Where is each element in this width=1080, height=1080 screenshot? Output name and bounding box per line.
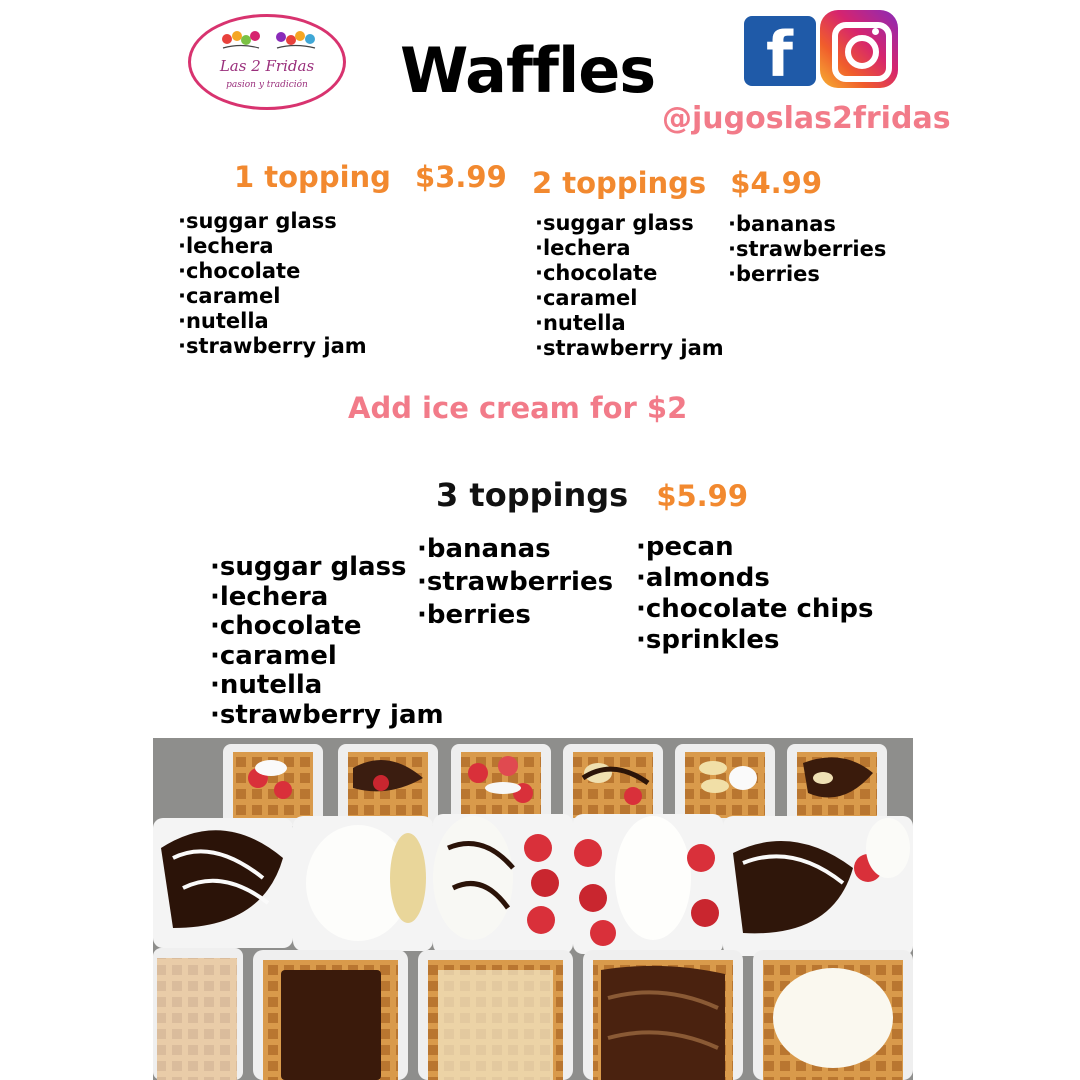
facebook-icon[interactable]: f <box>744 16 816 86</box>
three-toppings-heading <box>436 476 748 514</box>
three-toppings-label: 3 toppings <box>436 476 629 514</box>
three-toppings-price: $5.99 <box>656 479 749 513</box>
list-item: ·caramel <box>210 640 337 671</box>
list-item: ·suggar glass <box>210 552 407 582</box>
list-item: ·caramel <box>535 286 638 310</box>
brand-logo <box>188 14 346 110</box>
logo-tagline: pasion y tradición <box>226 80 308 90</box>
ice-cream-promo: Add ice cream for $2 <box>348 391 688 425</box>
list-item: ·chocolate <box>178 259 301 283</box>
list-item: ·strawberries <box>417 567 614 597</box>
list-item: ·pecan <box>636 532 734 562</box>
flowers-icon <box>219 29 319 51</box>
two-toppings-label: 2 toppings <box>532 166 707 200</box>
list-item: ·caramel <box>178 284 281 308</box>
list-item: ·chocolate <box>535 261 658 285</box>
one-topping-heading <box>234 160 507 194</box>
list-item: ·chocolate chips <box>636 594 874 624</box>
page-title: Waffles <box>400 34 656 107</box>
list-item: ·almonds <box>636 563 770 593</box>
three-toppings-list-2 <box>417 533 613 632</box>
list-item: ·strawberries <box>728 237 887 261</box>
two-toppings-heading <box>532 166 822 200</box>
list-item: ·bananas <box>417 534 551 564</box>
one-topping-price: $3.99 <box>415 160 507 194</box>
instagram-icon[interactable] <box>820 10 898 88</box>
list-item: ·bananas <box>728 212 836 236</box>
one-topping-list <box>178 209 367 359</box>
waffles-photo <box>153 738 913 1080</box>
list-item: ·nutella <box>535 311 626 335</box>
logo-name: Las 2 Fridas <box>219 57 315 75</box>
list-item: ·strawberry jam <box>178 334 367 358</box>
one-topping-label: 1 topping <box>234 160 391 194</box>
list-item: ·strawberry jam <box>535 336 724 360</box>
list-item: ·lechera <box>535 236 631 260</box>
list-item: ·suggar glass <box>535 211 694 235</box>
list-item: ·lechera <box>210 581 329 612</box>
list-item: ·strawberry jam <box>210 699 444 730</box>
list-item: ·lechera <box>178 234 274 258</box>
list-item: ·berries <box>417 600 531 630</box>
two-toppings-list-1 <box>535 211 724 361</box>
list-item: ·nutella <box>210 670 323 700</box>
three-toppings-list-3 <box>636 532 873 656</box>
two-toppings-list-2 <box>728 212 886 287</box>
two-toppings-price: $4.99 <box>730 166 823 200</box>
list-item: ·sprinkles <box>636 625 780 655</box>
three-toppings-list-1 <box>210 553 444 730</box>
social-handle: @jugoslas2fridas <box>662 101 951 136</box>
list-item: ·suggar glass <box>178 209 337 233</box>
list-item: ·nutella <box>178 309 269 333</box>
list-item: ·berries <box>728 262 820 286</box>
list-item: ·chocolate <box>210 611 362 641</box>
